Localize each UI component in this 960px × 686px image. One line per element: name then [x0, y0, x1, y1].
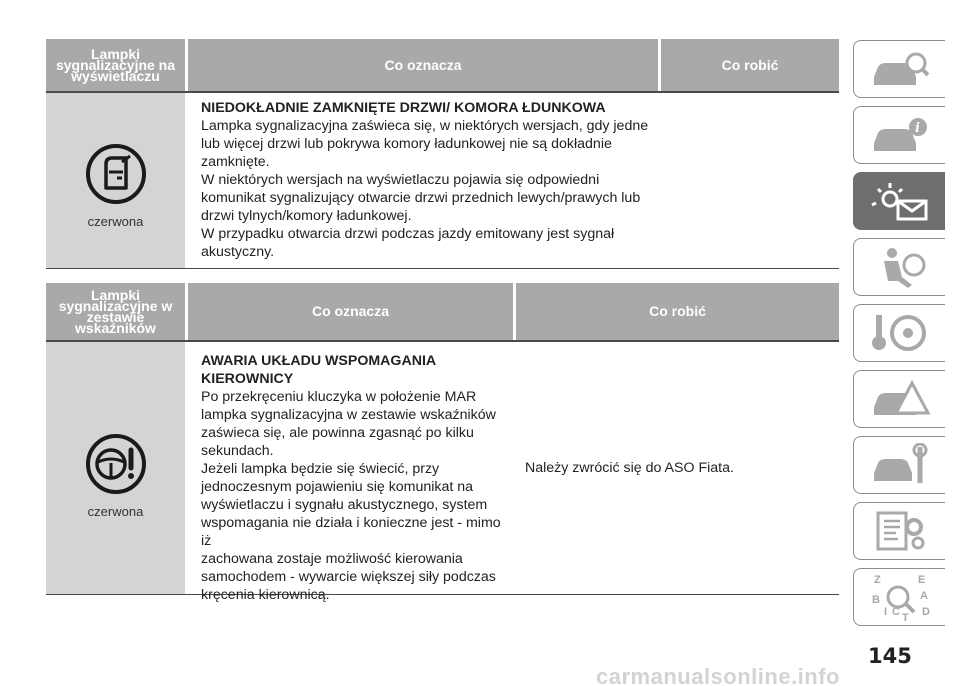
meaning-line: zamknięte. [201, 154, 270, 170]
meaning-line: jednoczesnym pojawieniu się komunikat na [201, 479, 474, 495]
tab-car-info[interactable] [853, 106, 945, 164]
index-letter: E [917, 574, 925, 586]
meaning-line: akustyczny. [201, 244, 275, 260]
index-letter: T [901, 612, 909, 623]
car-info-icon [868, 113, 932, 157]
header-meaning-label: Co oznacza [384, 56, 462, 73]
car-emergency-icon [868, 377, 932, 421]
index-letter: B [871, 594, 880, 606]
warning-heading: NIEDOKŁADNIE ZAMKNIĘTE DRZWI/ KOMORA ŁDUNKOWA [201, 100, 606, 116]
svg-text:i: i [914, 121, 920, 136]
header-lamps-label: Lampki sygnalizacyjne na wyświetlaczu [55, 45, 176, 84]
header-meaning-label: Co oznacza [311, 303, 389, 319]
airbag-seat-icon [868, 245, 932, 289]
meaning-line: Jeżeli lampka będzie się świecić, przy [201, 461, 440, 477]
header-action [516, 283, 839, 340]
technical-data-icon [868, 509, 932, 553]
index-letter: I [883, 606, 887, 618]
alphabetical-index-icon [868, 571, 932, 623]
header-lamps [46, 283, 185, 340]
header-lamps-label: Lampki sygnalizacyjne w zestawie wskaźników [58, 286, 173, 336]
action-text: Należy zwrócić się do ASO Fiata. [525, 460, 734, 476]
table-header [46, 283, 839, 340]
tab-car-search[interactable] [853, 40, 945, 98]
action-cell [658, 93, 839, 268]
header-action-label: Co robić [649, 303, 706, 319]
header-meaning [188, 39, 658, 91]
key-steering-wheel-icon [868, 311, 932, 355]
warning-table-cluster [46, 283, 839, 603]
meaning-line: wspomagania nie działa i konieczne jest - mimo iż [201, 515, 501, 549]
page-number: 145 [868, 644, 912, 668]
meaning-line: W niektórych wersjach na wyświetlaczu pojawia się odpowiedni [201, 172, 600, 188]
meaning-line: Po przekręceniu kluczyka w położenie MAR [201, 389, 477, 405]
meaning-cell [185, 93, 658, 268]
tab-maintenance[interactable] [853, 436, 945, 494]
action-cell [513, 342, 839, 594]
index-letter: D [921, 606, 930, 618]
tab-index[interactable] [853, 568, 945, 626]
meaning-cell [185, 342, 513, 603]
meaning-line: samochodem - wywarcie większej siły podczas [201, 569, 496, 585]
header-lamps [46, 39, 185, 91]
meaning-line: lampka sygnalizacyjna w zestawie wskaźników [201, 407, 496, 423]
meaning-line: Lampka sygnalizacyjna zaświeca się, w niektórych wersjach, gdy jedne [201, 118, 649, 134]
warning-light-message-icon [868, 179, 932, 223]
warning-lamp-cell [46, 342, 185, 594]
table-row [46, 93, 839, 269]
meaning-line: zachowana zostaje możliwość kierowania [201, 551, 463, 567]
lamp-color-caption: czerwona [87, 214, 144, 229]
meaning-line: W przypadku otwarcia drzwi podczas jazdy emitowany jest sygnał [201, 226, 615, 242]
tab-technical-data[interactable] [853, 502, 945, 560]
table-header [46, 39, 839, 91]
header-action [661, 39, 839, 91]
index-letter: A [919, 590, 928, 602]
table-row [46, 342, 839, 603]
meaning-line: zaświeca się, ale powinna zgasnąć po kilku [201, 425, 474, 441]
meaning-line: lub więcej drzwi lub pokrywa komory ładunkowej nie są dokładnie [201, 136, 612, 152]
lamp-color-caption: czerwona [87, 503, 144, 519]
tab-emergency[interactable] [853, 370, 945, 428]
header-meaning [188, 283, 513, 340]
header-action-label: Co robić [721, 56, 779, 73]
meaning-line: wyświetlaczu i sygnału akustycznego, system [201, 497, 488, 513]
tab-safety[interactable] [853, 238, 945, 296]
watermark: carmanualsonline.info [596, 664, 840, 686]
warning-heading: AWARIA UKŁADU WSPOMAGANIA [201, 353, 437, 369]
steering-failure-warning-icon [84, 432, 148, 496]
car-maintenance-icon [868, 443, 932, 487]
tab-starting-driving[interactable] [853, 304, 945, 362]
index-letter: C [891, 606, 900, 618]
meaning-line: drzwi tylnych/komory ładunkowej. [201, 208, 412, 224]
meaning-line: sekundach. [201, 443, 274, 459]
car-search-icon [868, 47, 932, 91]
warning-table-display [46, 39, 839, 269]
tab-warning-lights[interactable] [853, 172, 945, 230]
meaning-line: kręcenia kierownicą. [201, 587, 330, 603]
meaning-line: komunikat sygnalizujący otwarcie drzwi przednich lewych/prawych lub [201, 190, 641, 206]
warning-lamp-cell [46, 93, 185, 268]
door-open-warning-icon [84, 142, 148, 206]
warning-heading: KIEROWNICY [201, 371, 294, 387]
index-letter: Z [873, 574, 881, 586]
